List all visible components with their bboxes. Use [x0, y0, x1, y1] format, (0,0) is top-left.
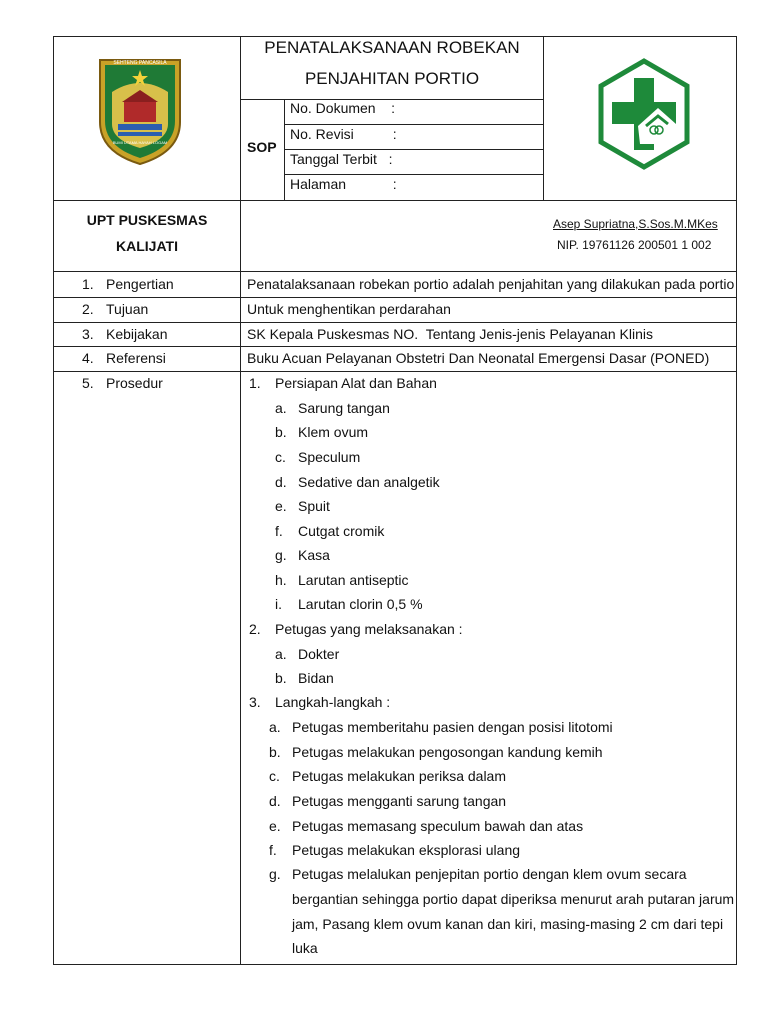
field-divider-2	[285, 149, 543, 150]
list-item-letter: i.	[275, 596, 282, 612]
table-border-bottom	[53, 964, 737, 965]
org-name-line-2: KALIJATI	[116, 238, 178, 254]
field-no-dokumen: No. Dokumen :	[290, 100, 396, 116]
emblem-bottom-text: BUMI UTAMA HAYAH LOGAM	[112, 140, 168, 145]
list-item-letter: g.	[269, 866, 281, 882]
row-tujuan-label: Tujuan	[106, 301, 149, 317]
document-title-line-2: PENJAHITAN PORTIO	[304, 69, 480, 88]
list-item-letter: d.	[275, 474, 287, 490]
list-item: Kasa	[298, 547, 330, 563]
table-border-left	[53, 36, 54, 965]
row-line-1	[53, 297, 737, 298]
org-name-line-1: UPT PUSKESMAS	[86, 212, 208, 228]
list-item: Petugas melakukan pengosongan kandung kemih	[292, 744, 603, 760]
sop-label: SOP	[247, 139, 277, 155]
section-2-title: Petugas yang melaksanakan :	[275, 621, 463, 637]
list-item: Petugas melakukan eksplorasi ulang	[292, 842, 521, 858]
regency-emblem-icon	[96, 52, 184, 168]
list-item-letter: g.	[275, 547, 287, 563]
section-1-num: 1.	[249, 375, 261, 391]
section-2-num: 2.	[249, 621, 261, 637]
row-tujuan-content: Untuk menghentikan perdarahan	[247, 301, 451, 317]
list-item-letter: d.	[269, 793, 281, 809]
row-tujuan-num: 2.	[82, 301, 94, 317]
row-line-2	[53, 322, 737, 323]
field-divider-3	[285, 174, 543, 175]
field-halaman: Halaman :	[290, 176, 397, 192]
list-item: Dokter	[298, 646, 340, 662]
signer-name: Asep Supriatna,S.Sos.M.MKes	[553, 217, 718, 231]
org-row-bottom-line	[53, 271, 737, 272]
row-pengertian-num: 1.	[82, 276, 94, 292]
list-item-letter: b.	[269, 744, 281, 760]
list-item: Spuit	[298, 498, 330, 514]
puskesmas-cross-icon	[598, 58, 690, 170]
list-item: Petugas memberitahu pasien dengan posisi litotomi	[292, 719, 613, 735]
list-item-letter: c.	[269, 768, 280, 784]
list-item-letter: e.	[275, 498, 287, 514]
list-item-g-line-3: jam, Pasang klem ovum kanan dan kiri, masing-masing 2 cm dari tepi	[292, 916, 724, 932]
table-border-top	[53, 36, 737, 37]
row-referensi-label: Referensi	[106, 350, 166, 366]
list-item-letter: f.	[275, 523, 283, 539]
list-item-g-line-2: bergantian sehingga portio dapat diperiksa menurut arah putaran jarum	[292, 891, 735, 907]
row-prosedur-label: Prosedur	[106, 375, 163, 391]
list-item: Petugas melakukan periksa dalam	[292, 768, 507, 784]
list-item-letter: h.	[275, 572, 287, 588]
list-item-g-line-1: Petugas melalukan penjepitan portio dengan klem ovum secara	[292, 866, 687, 882]
field-divider-1	[285, 124, 543, 125]
row-kebijakan-label: Kebijakan	[106, 326, 168, 342]
list-item: Speculum	[298, 449, 361, 465]
list-item-g-line-4: luka	[292, 940, 318, 956]
list-item: Larutan antiseptic	[298, 572, 409, 588]
list-item-letter: b.	[275, 424, 287, 440]
row-pengertian-content: Penatalaksanaan robekan portio adalah penjahitan yang dilakukan pada portio	[247, 276, 735, 292]
row-kebijakan-num: 3.	[82, 326, 94, 342]
list-item-letter: a.	[269, 719, 281, 735]
emblem-top-text: SEHTENG PANCASILA	[113, 60, 167, 66]
list-item: Cutgat cromik	[298, 523, 385, 539]
field-tanggal-terbit: Tanggal Terbit :	[290, 151, 393, 167]
row-kebijakan-content: SK Kepala Puskesmas NO. Tentang Jenis-jenis Pelayanan Klinis	[247, 326, 653, 342]
section-3-num: 3.	[249, 694, 261, 710]
list-item: Bidan	[298, 670, 334, 686]
table-border-right	[736, 36, 737, 965]
list-item: Petugas mengganti sarung tangan	[292, 793, 507, 809]
field-no-revisi: No. Revisi :	[290, 126, 397, 142]
list-item-letter: f.	[269, 842, 277, 858]
row-line-3	[53, 346, 737, 347]
document-title-line-1: PENATALAKSANAAN ROBEKAN	[264, 38, 520, 57]
list-item: Sedative dan analgetik	[298, 474, 440, 490]
header-bottom-line	[53, 200, 737, 201]
list-item: Larutan clorin 0,5 %	[298, 596, 423, 612]
column-divider	[240, 36, 241, 965]
list-item: Petugas memasang speculum bawah dan atas	[292, 818, 584, 834]
row-line-4	[53, 371, 737, 372]
list-item: Sarung tangan	[298, 400, 390, 416]
header-right-divider	[543, 36, 544, 200]
list-item-letter: b.	[275, 670, 287, 686]
row-referensi-num: 4.	[82, 350, 94, 366]
row-pengertian-label: Pengertian	[106, 276, 174, 292]
list-item-letter: a.	[275, 646, 287, 662]
list-item-letter: c.	[275, 449, 286, 465]
row-referensi-content: Buku Acuan Pelayanan Obstetri Dan Neonatal Emergensi Dasar (PONED)	[247, 350, 710, 366]
row-prosedur-num: 5.	[82, 375, 94, 391]
section-1-title: Persiapan Alat dan Bahan	[275, 375, 437, 391]
list-item-letter: e.	[269, 818, 281, 834]
section-3-title: Langkah-langkah :	[275, 694, 391, 710]
list-item: Klem ovum	[298, 424, 369, 440]
signer-nip: NIP. 19761126 200501 1 002	[557, 238, 712, 252]
list-item-letter: a.	[275, 400, 287, 416]
